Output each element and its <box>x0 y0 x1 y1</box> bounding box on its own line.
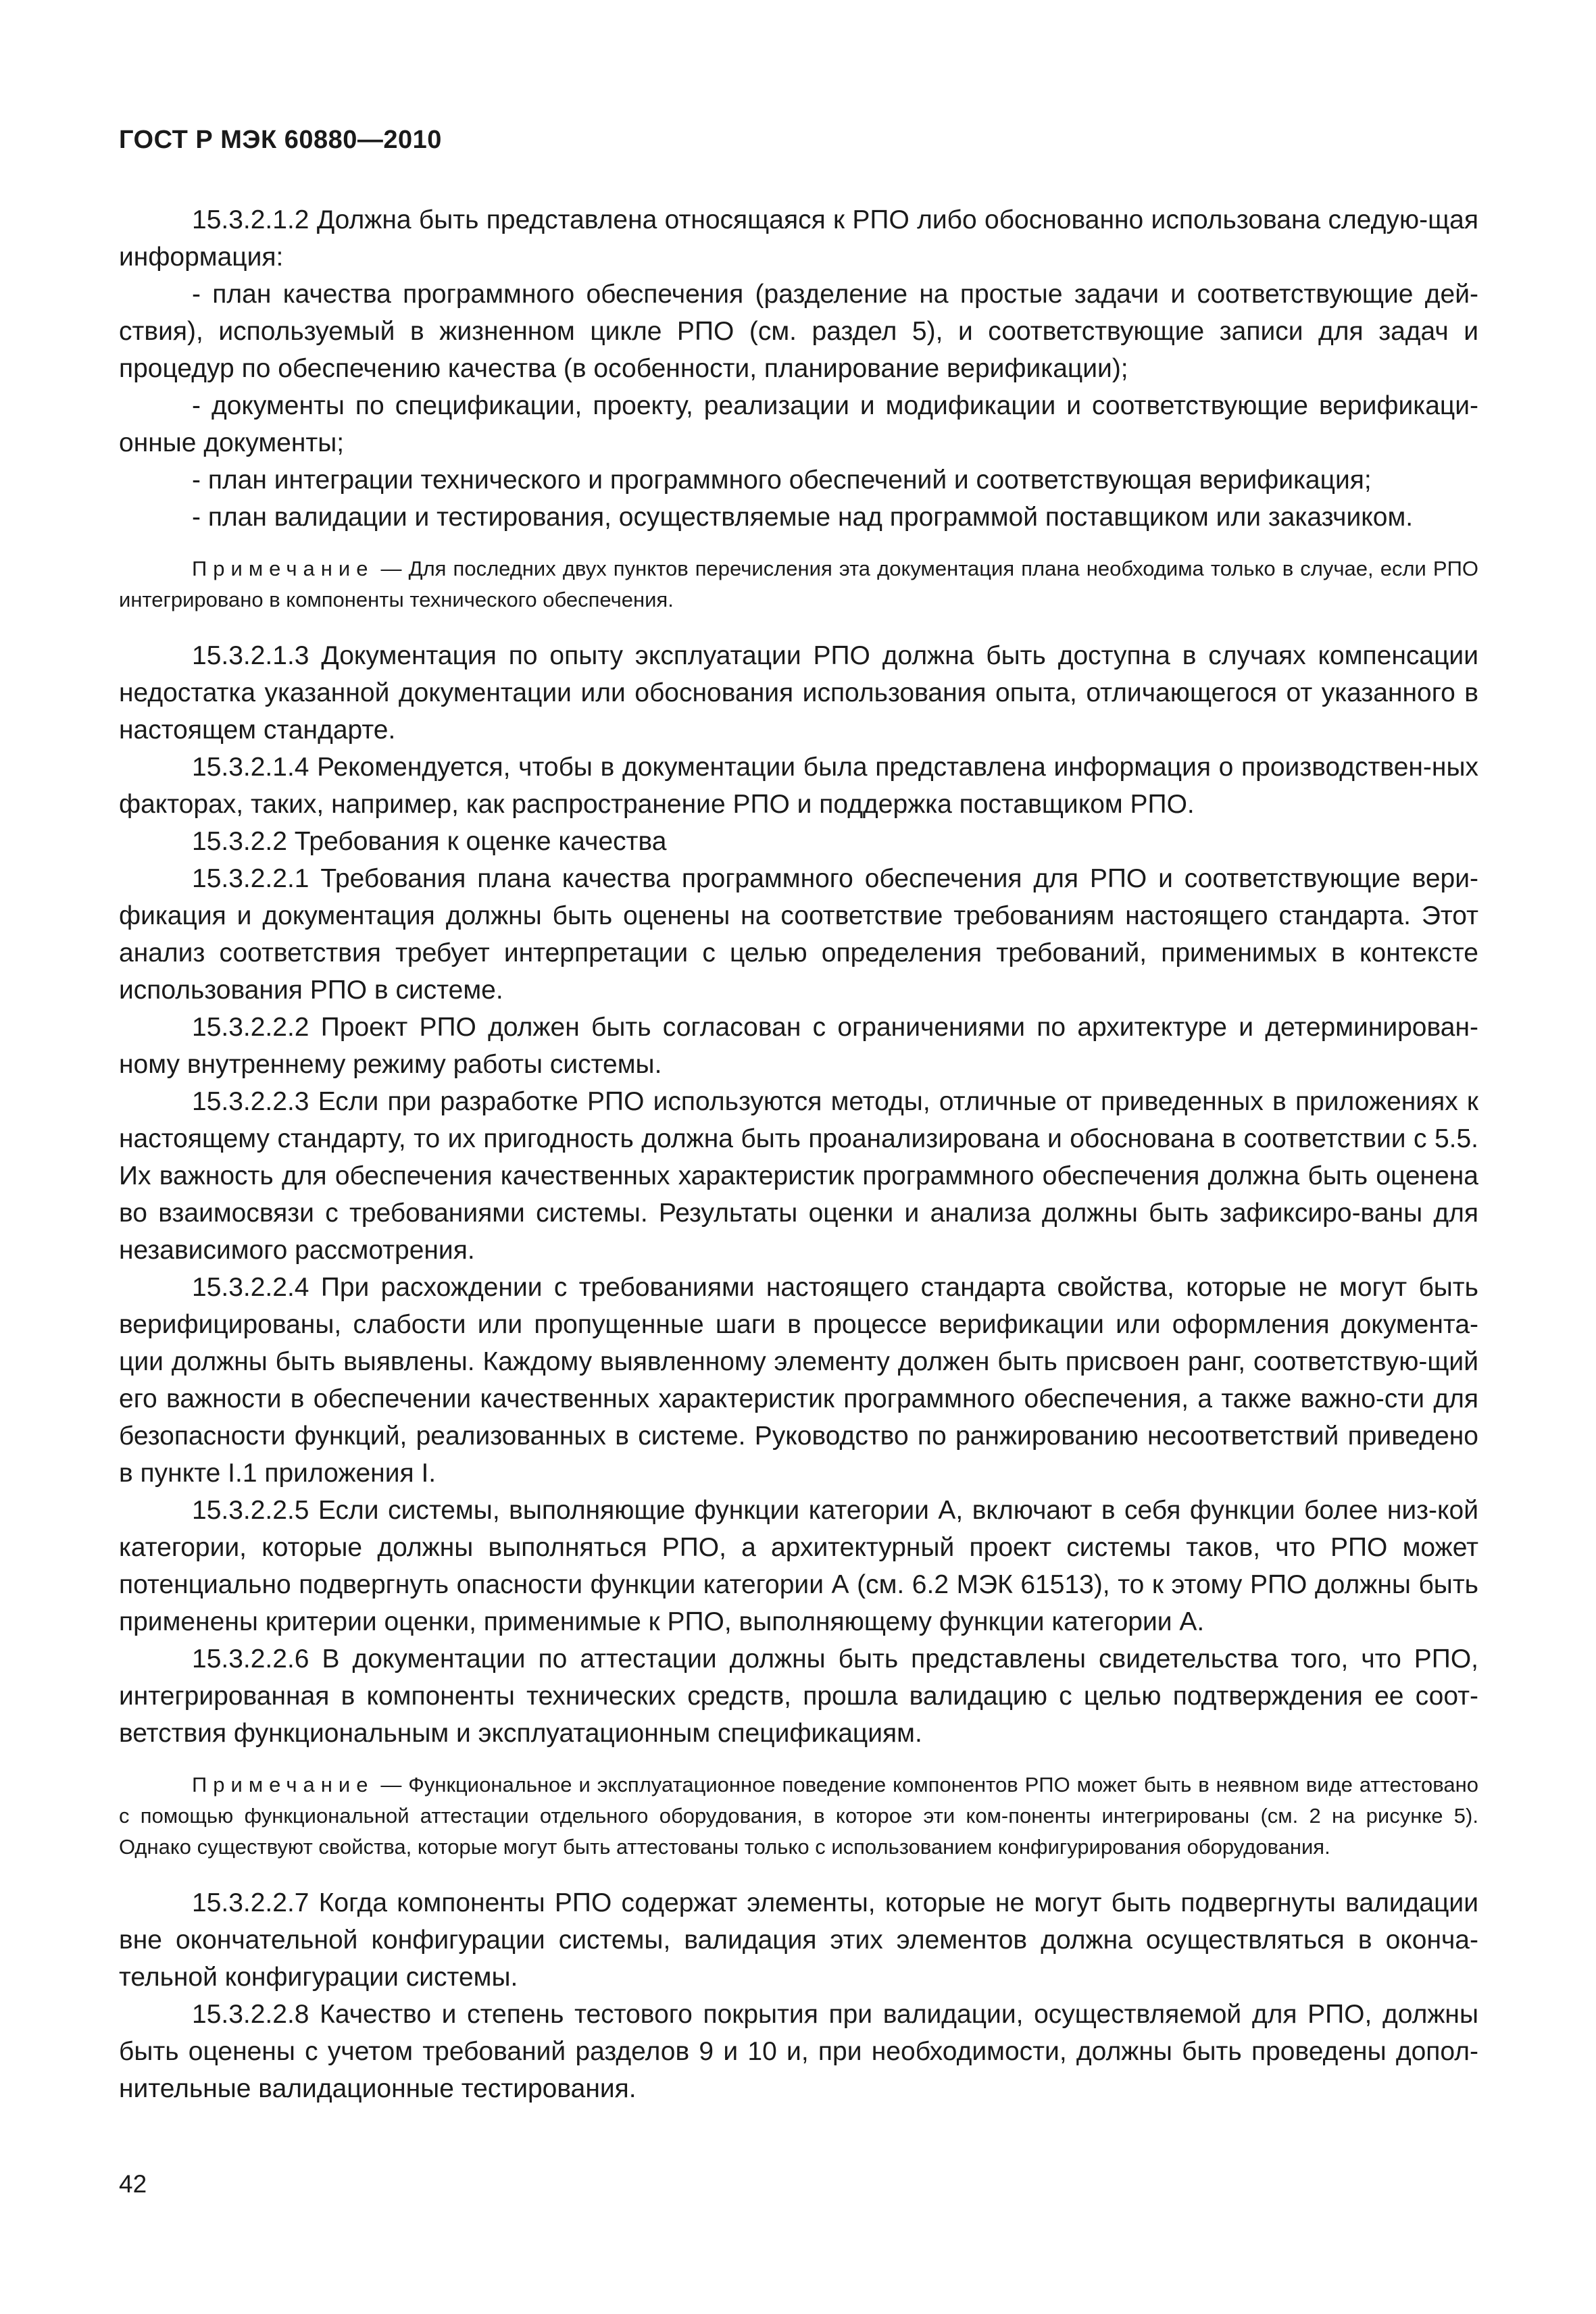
note <box>119 553 1478 615</box>
list-item: - план качества программного обеспечения (разделение на простые задачи и соответствующие дей-ствия), используемый в жизненном цикле РПО (см. раздел 5), и соответствующие записи для задач и процедур по обеспечению качества (в особенности, планирование верификации); <box>119 280 1478 383</box>
clause-15-3-2-2: 15.3.2.2 Требования к оценке качества <box>192 827 667 856</box>
clause-15-3-2-2-6: 15.3.2.2.6 В документации по аттестации должны быть представлены свидетельства того, что РПО, интегрированная в компоненты технических средств, прошла валидацию с целью подтверждения ее соот-ветствия функциональным и эксплуатационным спецификациям. <box>119 1644 1478 1748</box>
list-item: - план интеграции технического и программного обеспечений и соответствующая верификация; <box>192 466 1372 495</box>
clause-15-3-2-2-3: 15.3.2.2.3 Если при разработке РПО используются методы, отличные от приведенных в приложениях к настоящему стандарту, то их пригодность должна быть проанализирована и обоснована в соответствии с 5.5. Их важность для обеспечения качественных характеристик программного обеспечения должна быть оценена во взаимосвязи с требованиями системы. Результаты оценки и анализа должны быть зафиксиро-ваны для независимого рассмотрения. <box>119 1087 1478 1265</box>
clause-15-3-2-2-2: 15.3.2.2.2 Проект РПО должен быть согласован с ограничениями по архитектуре и детерминирован-ному внутреннему режиму работы системы. <box>119 1013 1478 1079</box>
clause-15-3-2-1-4: 15.3.2.1.4 Рекомендуется, чтобы в документации была представлена информация о производствен-ных факторах, таких, например, как распространение РПО и поддержка поставщиком РПО. <box>119 753 1478 819</box>
page-body <box>119 201 1478 2107</box>
list-item: - план валидации и тестирования, осуществляемые над программой поставщиком или заказчиком. <box>192 503 1414 532</box>
note-text: — Функциональное и эксплуатационное поведение компонентов РПО может быть в неявном виде аттестовано с помощью функциональной аттестации отдельного оборудования, в которое эти ком-поненты интегрированы (см. 2 на рисунке 5). Однако существуют свойства, которые могут быть аттестованы только с использованием конфигурирования оборудования. <box>119 1773 1478 1859</box>
clause-15-3-2-2-4: 15.3.2.2.4 При расхождении с требованиями настоящего стандарта свойства, которые не могут быть верифицированы, слабости или пропущенные шаги в процессе верификации или оформления документа-ции должны быть выявлены. Каждому выявленному элементу должен быть присвоен ранг, соответствую-щий его важности в обеспечении качественных характеристик программного обеспечения, а также важно-сти для безопасности функций, реализованных в системе. Руководство по ранжированию несоответствий приведено в пункте I.1 приложения I. <box>119 1273 1478 1488</box>
clause-15-3-2-2-8: 15.3.2.2.8 Качество и степень тестового покрытия при валидации, осуществляемой для РПО, должны быть оценены с учетом требований разделов 9 и 10 и, при необходимости, должны быть проведены допол-нительные валидационные тестирования. <box>119 2000 1478 2103</box>
clause-15-3-2-2-1: 15.3.2.2.1 Требования плана качества программного обеспечения для РПО и соответствующие вери-фикация и документация должны быть оценены на соответствие требованиям настоящего стандарта. Этот анализ соответствия требует интерпретации с целью определения требований, применимых в контексте использования РПО в системе. <box>119 864 1478 1005</box>
document-code: ГОСТ Р МЭК 60880—2010 <box>119 126 442 154</box>
clause-15-3-2-2-7: 15.3.2.2.7 Когда компоненты РПО содержат элементы, которые не могут быть подвергнуты валидации вне окончательной конфигурации системы, валидация этих элементов должна осуществляться в оконча-тельной конфигурации системы. <box>119 1888 1478 1992</box>
clause-15-3-2-1-2: 15.3.2.1.2 Должна быть представлена относящаяся к РПО либо обоснованно использована следую-щая информация: <box>119 205 1478 272</box>
clause-15-3-2-1-3: 15.3.2.1.3 Документация по опыту эксплуатации РПО должна быть доступна в случаях компенсации недостатка указанной документации или обоснования использования опыта, отличающегося от указанного в настоящем стандарте. <box>119 641 1478 745</box>
list-item: - документы по спецификации, проекту, реализации и модификации и соответствующие верификаци-онные документы; <box>119 391 1478 457</box>
clause-15-3-2-2-5: 15.3.2.2.5 Если системы, выполняющие функции категории А, включают в себя функции более низ-кой категории, которые должны выполняться РПО, а архитектурный проект системы таков, что РПО может потенциально подвергнуть опасности функции категории А (см. 6.2 МЭК 61513), то к этому РПО должны быть применены критерии оценки, применимые к РПО, выполняющему функции категории А. <box>119 1496 1478 1636</box>
note-label: Примечание <box>192 557 374 580</box>
page-number: 42 <box>119 2170 147 2198</box>
note <box>119 1769 1478 1863</box>
note-label: Примечание <box>192 1773 374 1796</box>
note-text: — Для последних двух пунктов перечисления эта документация плана необходима только в случае, если РПО интегрировано в компоненты технического обеспечения. <box>119 557 1478 611</box>
